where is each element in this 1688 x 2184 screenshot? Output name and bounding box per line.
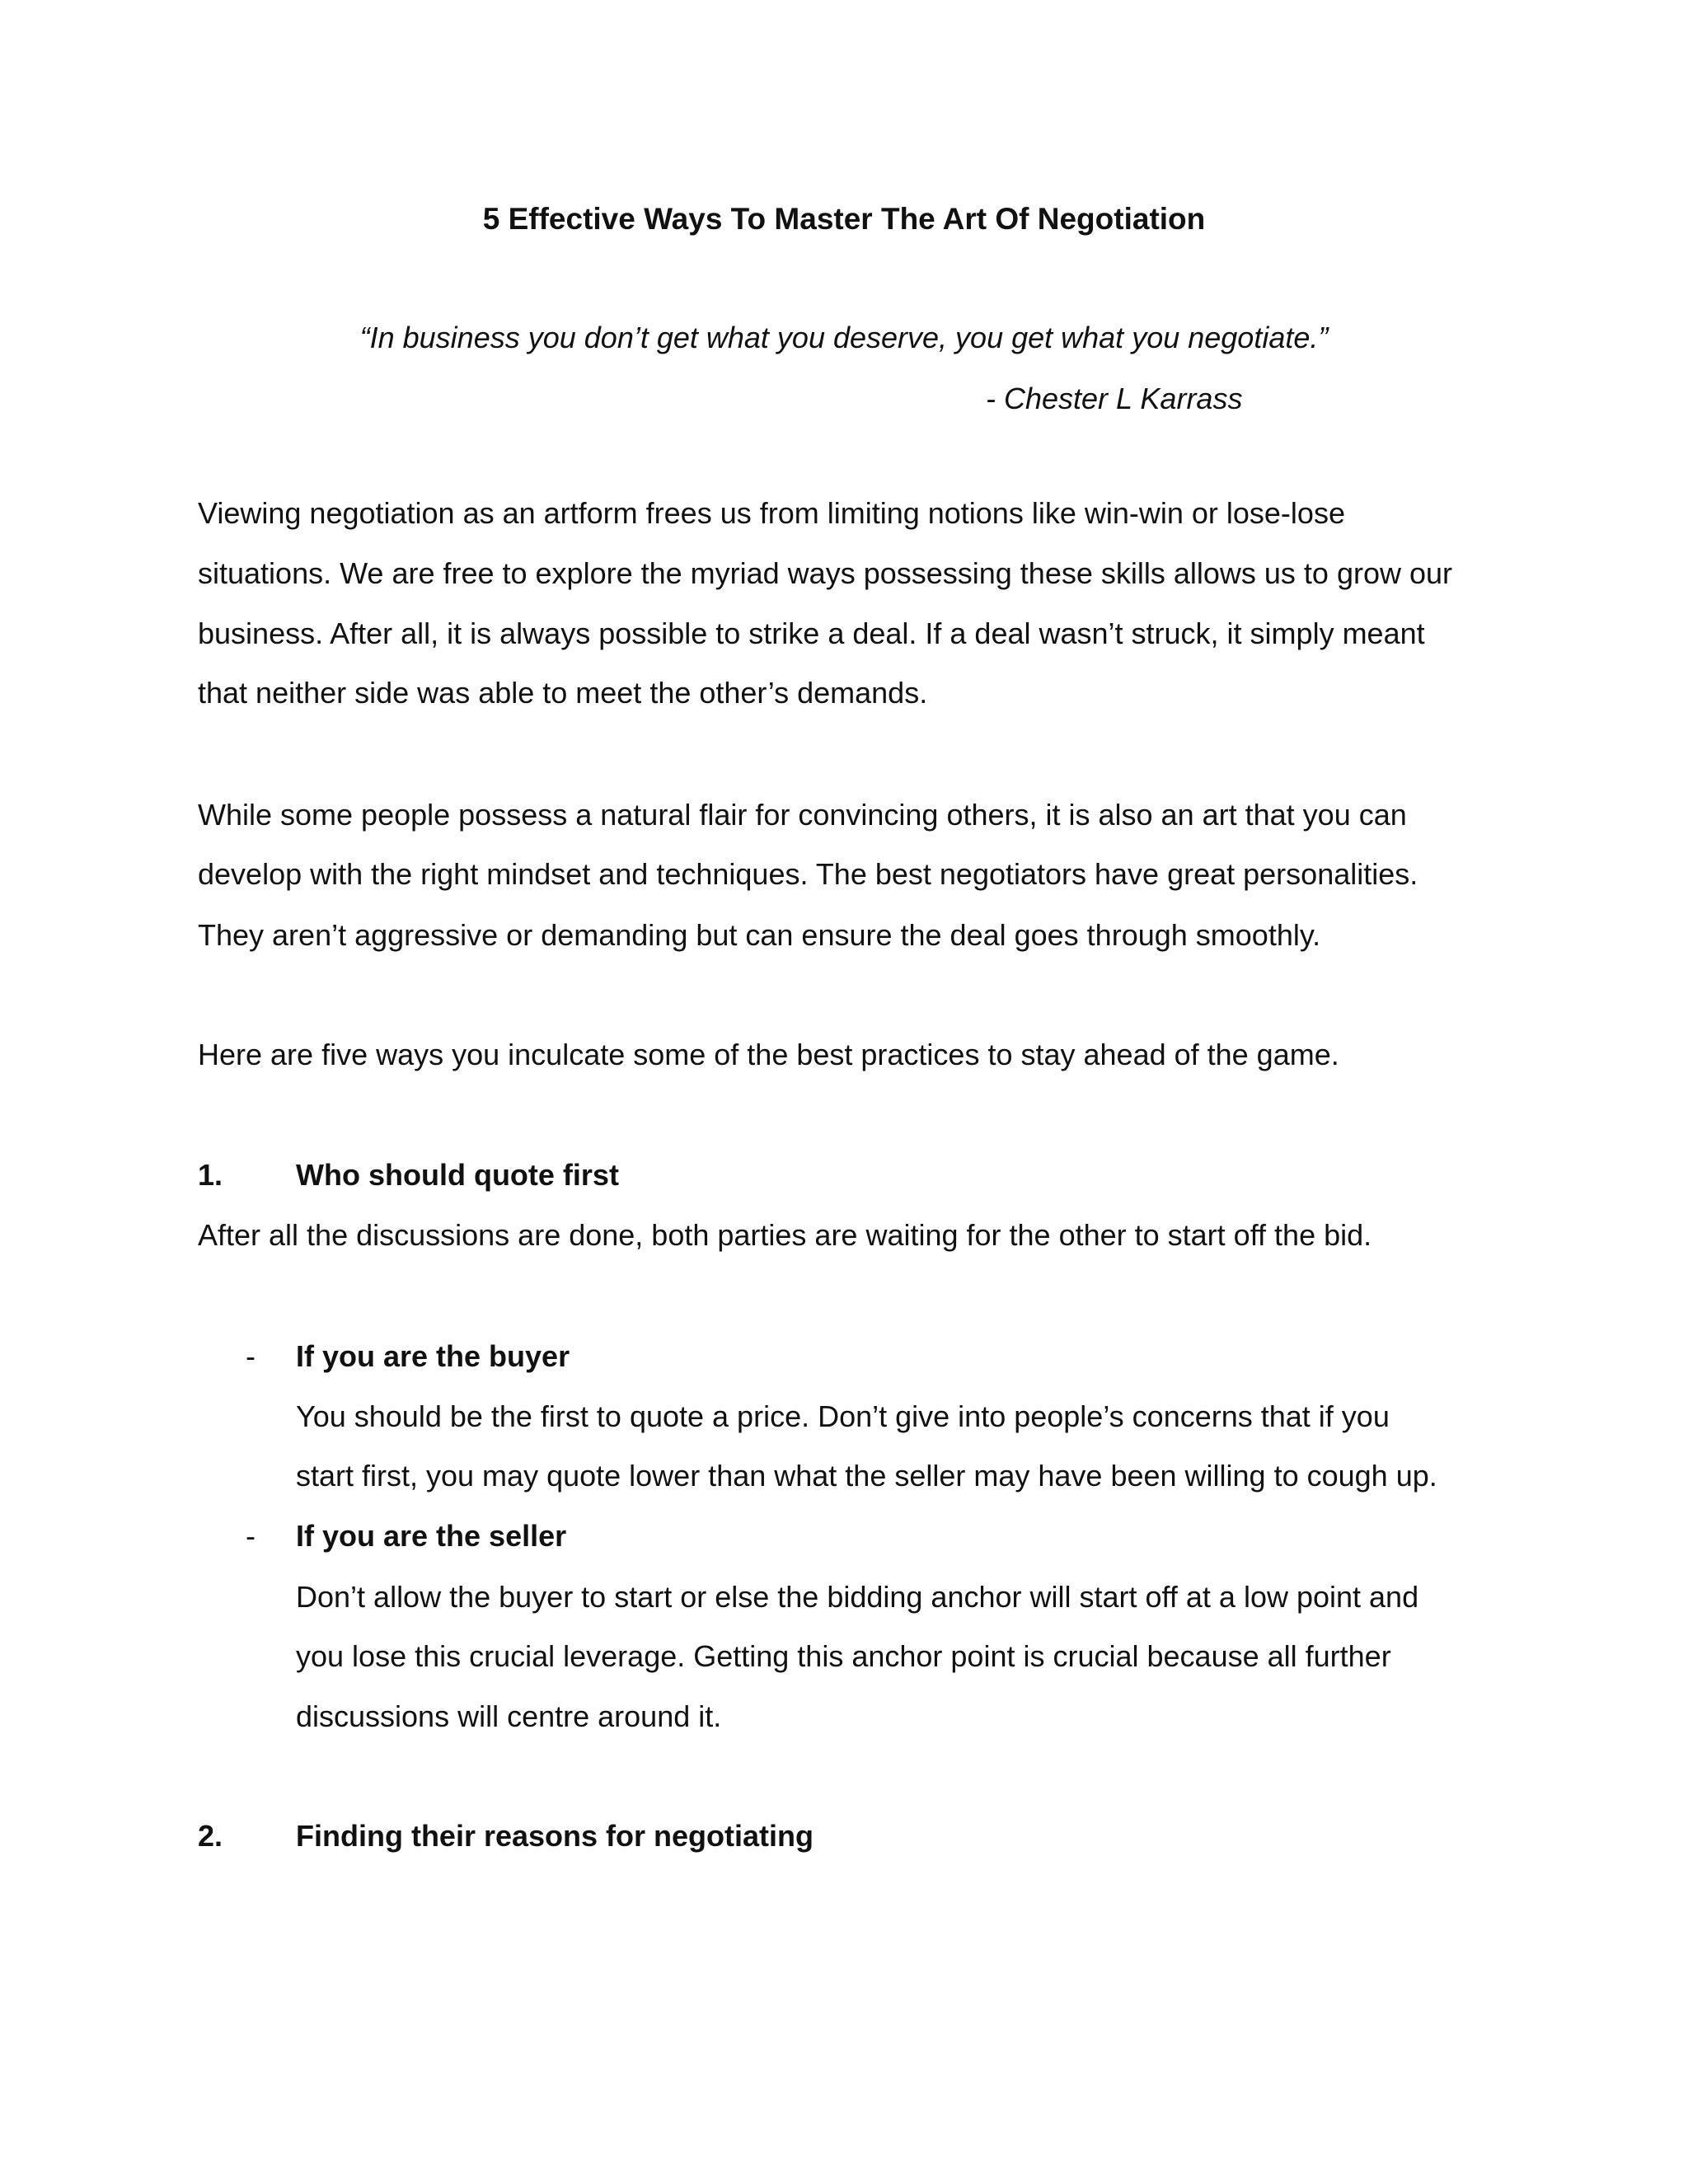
paragraph-line: that neither side was able to meet the other’s demands. (198, 676, 928, 710)
paragraph-line: While some people possess a natural flair for convincing others, it is also an art that you can (198, 798, 1407, 832)
paragraph-line: They aren’t aggressive or demanding but can ensure the deal goes through smoothly. (198, 918, 1321, 952)
list-item-line: you lose this crucial leverage. Getting this anchor point is crucial because all further (296, 1639, 1391, 1673)
paragraph-line: business. After all, it is always possible to strike a deal. If a deal wasn’t struck, it simply meant (198, 616, 1425, 650)
list-item-line: start first, you may quote lower than what the seller may have been willing to cough up. (296, 1459, 1437, 1493)
document-title: 5 Effective Ways To Master The Art Of Negotiation (482, 202, 1206, 236)
list-bullet: - (246, 1519, 256, 1553)
section-heading: Who should quote first (296, 1158, 619, 1192)
paragraph-line: Here are five ways you inculcate some of the best practices to stay ahead of the game. (198, 1038, 1339, 1071)
section-number: 2. (198, 1819, 223, 1853)
epigraph-quote: “In business you don’t get what you deserve, you get what you negotiate.” (359, 321, 1329, 354)
paragraph-line: develop with the right mindset and techniques. The best negotiators have great personalities. (198, 857, 1418, 891)
list-item-heading: If you are the seller (296, 1519, 567, 1553)
list-item-heading: If you are the buyer (296, 1339, 570, 1373)
paragraph-line: situations. We are free to explore the myriad ways possessing these skills allows us to grow our (198, 556, 1453, 590)
section-body-line: After all the discussions are done, both parties are waiting for the other to start off the bid. (198, 1218, 1372, 1252)
list-item-line: discussions will centre around it. (296, 1699, 722, 1733)
quote-attribution: - Chester L Karrass (986, 382, 1243, 415)
list-bullet: - (246, 1339, 256, 1373)
list-item-line: Don’t allow the buyer to start or else the bidding anchor will start off at a low point and (296, 1580, 1419, 1614)
section-heading: Finding their reasons for negotiating (296, 1819, 814, 1853)
section-number: 1. (198, 1158, 223, 1192)
list-item-line: You should be the first to quote a price. Don’t give into people’s concerns that if you (296, 1399, 1390, 1433)
paragraph-line: Viewing negotiation as an artform frees us from limiting notions like win-win or lose-lose (198, 496, 1345, 530)
